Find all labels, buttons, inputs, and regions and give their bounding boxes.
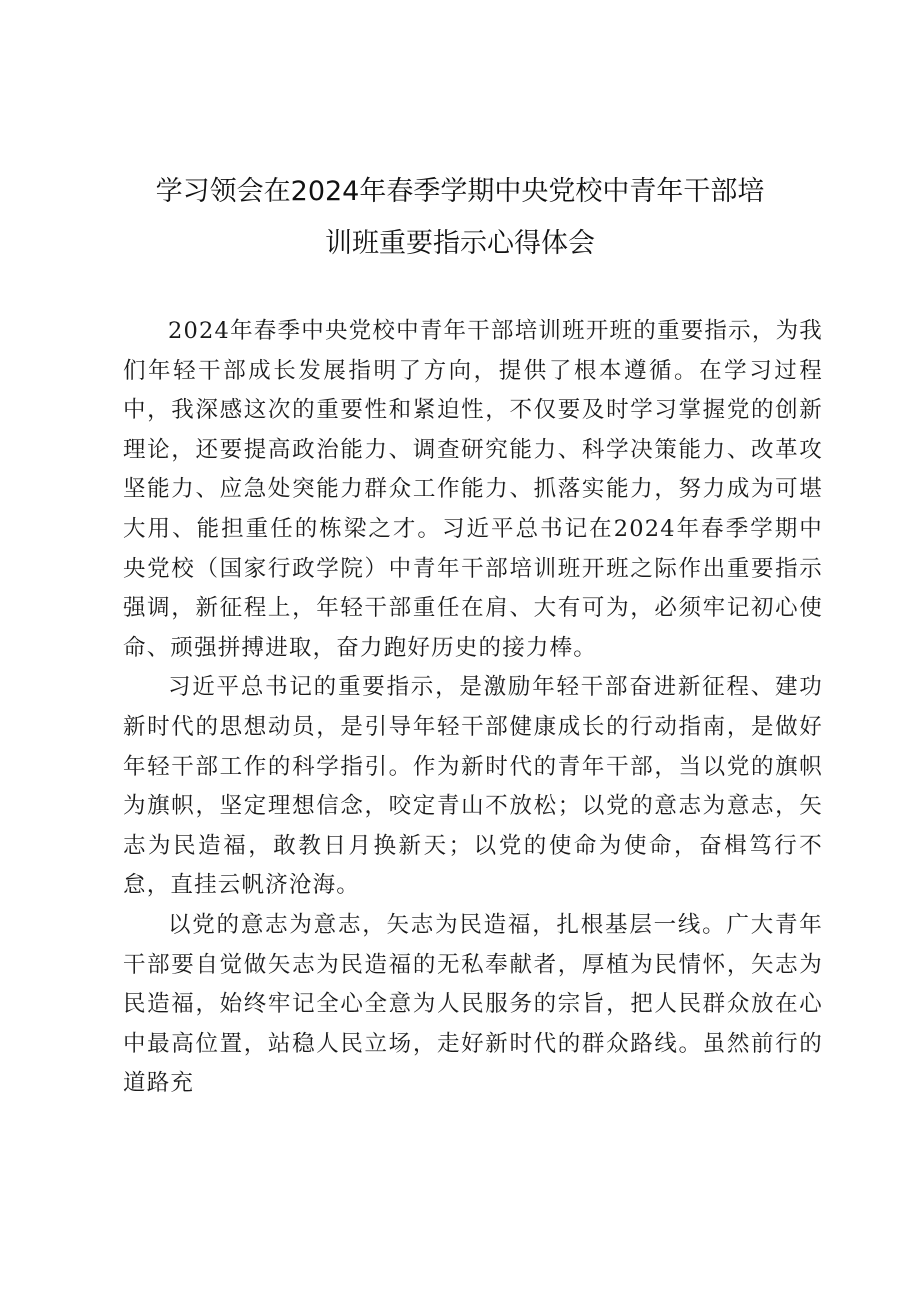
document-title-line-1: 学习领会在2024年春季学期中央党校中青年干部培 bbox=[155, 176, 765, 207]
paragraph-2: 习近平总书记的重要指示，是激励年轻干部奋进新征程、建功新时代的思想动员，是引导年轻干部健康成长的行动指南，是做好年轻干部工作的科学指引。作为新时代的青年干部，当以党的旗帜为旗帜，坚定理想信念，咬定青山不放松；以党的意志为意志，矢志为民造福，敢教日月换新天；以党的使命为使命，奋楫笃行不怠，直挂云帆济沧海。 bbox=[123, 674, 823, 899]
document-title-line-2: 训班重要指示心得体会 bbox=[325, 228, 595, 259]
document-body bbox=[123, 312, 823, 1104]
paragraph-3: 以党的意志为意志，矢志为民造福，扎根基层一线。广大青年干部要自觉做矢志为民造福的无私奉献者，厚植为民情怀，矢志为民造福，始终牢记全心全意为人民服务的宗旨，把人民群众放在心中最高位置，站稳人民立场，走好新时代的群众路线。虽然前行的道路充 bbox=[123, 911, 823, 1097]
paragraph-1: 2024年春季中央党校中青年干部培训班开班的重要指示，为我们年轻干部成长发展指明了方向，提供了根本遵循。在学习过程中，我深感这次的重要性和紧迫性，不仅要及时学习掌握党的创新理论，还要提高政治能力、调查研究能力、科学决策能力、改革攻坚能力、应急处突能力群众工作能力、抓落实能力，努力成为可堪大用、能担重任的栋梁之才。习近平总书记在2024年春季学期中央党校（国家行政学院）中青年干部培训班开班之际作出重要指示强调，新征程上，年轻干部重任在肩、大有可为，必须牢记初心使命、顽强拼搏进取，奋力跑好历史的接力棒。 bbox=[123, 318, 823, 661]
